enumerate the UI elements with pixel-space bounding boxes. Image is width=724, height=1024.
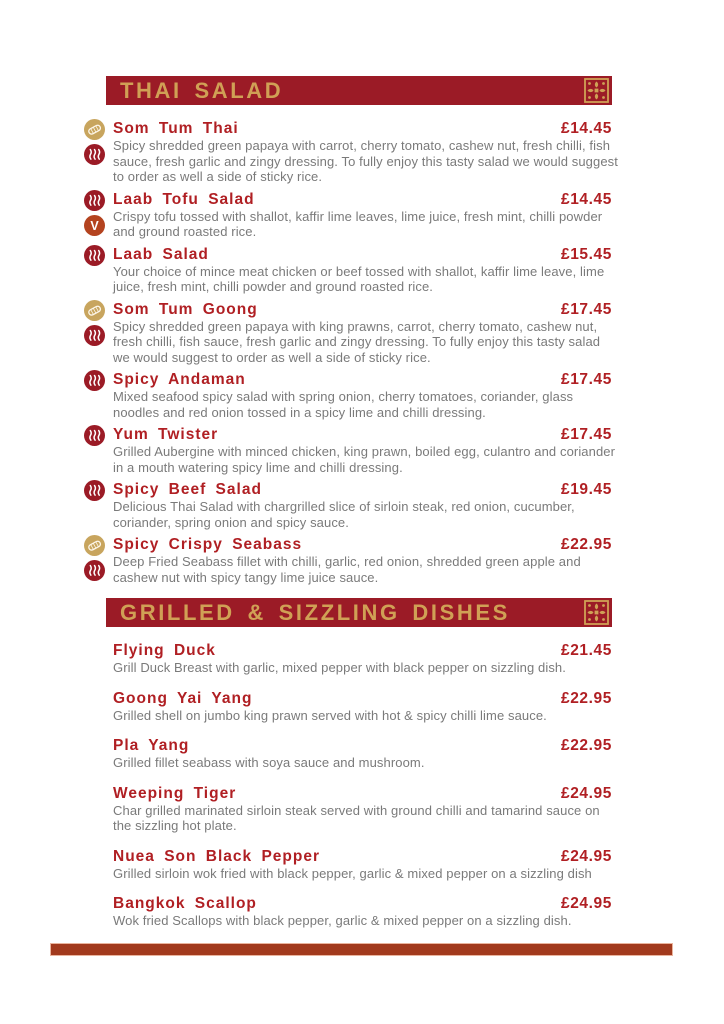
section-title: THAI SALAD — [120, 78, 284, 103]
dish-description: Grilled fillet seabass with soya sauce and mushroom. — [113, 755, 425, 770]
dietary-icons — [84, 425, 105, 446]
chilli-hot-icon — [84, 190, 105, 211]
item-header — [113, 895, 612, 912]
dish-price: £17.45 — [560, 371, 612, 388]
dish-description: Spicy shredded green papaya with king prawns, carrot, cherry tomato, cashew nut, fresh chilli, fish sauce, fresh garlic and zingy dressing. To fully enjoy this tasty salad we would suggest to order as well a side of sticky rice. — [113, 318, 601, 365]
dish-price: £22.95 — [560, 689, 612, 707]
dish-price: £22.95 — [560, 737, 612, 754]
dish-price: £14.45 — [560, 120, 612, 137]
dish-description: Deep Fried Seabass fillet with chilli, garlic, red onion, shredded green apple and cashew nut with spicy tangy lime juice sauce. — [113, 554, 581, 585]
menu-item — [106, 426, 616, 475]
menu-item — [106, 895, 612, 929]
dish-name: Flying Duck — [113, 642, 216, 659]
item-header — [113, 536, 612, 553]
vegetarian-icon — [84, 215, 105, 236]
menu-item — [106, 690, 612, 724]
dish-description: Char grilled marinated sirloin steak served with ground chilli and tamarind sauce on the sizzling hot plate. — [113, 802, 600, 833]
dish-description: Mixed seafood spicy salad with spring onion, cherry tomatoes, coriander, glass noodles and red onion tossed in a spicy lime and chilli dressing. — [113, 389, 574, 420]
dietary-icons — [84, 535, 105, 581]
menu-section — [90, 76, 618, 585]
dish-name: Laab Salad — [113, 245, 209, 263]
dish-description: Your choice of mince meat chicken or beef tossed with shallot, kaffir lime leave, lime juice, fresh mint, chilli powder and ground roasted rice. — [113, 263, 605, 294]
item-header — [113, 191, 612, 208]
section-items — [90, 120, 618, 585]
menu-item — [90, 190, 612, 240]
dish-description: Delicious Thai Salad with chargrilled slice of sirloin steak, red onion, cucumber, coriander, spring onion and spicy sauce. — [113, 499, 575, 530]
dietary-icons — [84, 119, 105, 165]
dietary-icons — [84, 245, 105, 266]
dish-name: Som Tum Thai — [113, 120, 239, 137]
dish-description: Spicy shredded green papaya with carrot, cherry tomato, cashew nut, fresh chilli, fish sauce, fresh garlic and zingy dressing. To fully enjoy this tasty salad we would suggest to order as well a side of sticky rice. — [113, 138, 618, 184]
menu-item — [106, 642, 612, 676]
chilli-hot-icon — [84, 245, 105, 266]
dietary-icons — [84, 190, 105, 236]
nut-icon — [84, 119, 105, 140]
section-title: GRILLED & SIZZLING DISHES — [120, 600, 510, 625]
dish-name: Pla Yang — [113, 737, 190, 754]
dish-description: Wok fried Scallops with black pepper, garlic & mixed pepper on a sizzling dish. — [113, 913, 572, 928]
footer-divider-bar — [50, 943, 673, 956]
section-header-bar — [106, 598, 612, 627]
dietary-icons — [84, 370, 105, 391]
dietary-icons — [84, 480, 105, 501]
dish-name: Spicy Beef Salad — [113, 481, 262, 498]
dish-price: £14.45 — [560, 190, 612, 208]
item-header — [113, 481, 612, 498]
thai-ornament-icon — [584, 600, 609, 625]
dish-description: Grilled Aubergine with minced chicken, king prawn, boiled egg, culantro and coriander in a mouth watering spicy lime and chilli dressing. — [113, 444, 616, 475]
dish-price: £24.95 — [560, 784, 612, 802]
dish-description: Crispy tofu tossed with shallot, kaffir lime leaves, lime juice, fresh mint, chilli powder and ground roasted rice. — [113, 208, 603, 239]
dish-price: £21.45 — [560, 642, 612, 659]
item-header — [113, 120, 612, 137]
dish-description: Grilled sirloin wok fried with black pepper, garlic & mixed pepper on a sizzling dish — [113, 865, 592, 881]
item-header — [113, 642, 612, 659]
menu-item — [106, 120, 618, 185]
menu-section — [106, 598, 612, 929]
item-header — [113, 426, 612, 443]
dish-name: Weeping Tiger — [113, 784, 237, 802]
dish-name: Yum Twister — [113, 426, 219, 443]
dish-name: Nuea Son Black Pepper — [113, 847, 321, 865]
dietary-icons — [84, 300, 105, 346]
dish-description: Grill Duck Breast with garlic, mixed pepper with black pepper on sizzling dish. — [113, 660, 566, 675]
dish-name: Bangkok Scallop — [113, 895, 257, 912]
menu-item — [106, 481, 612, 530]
nut-icon — [84, 535, 105, 556]
menu-item — [106, 737, 612, 771]
dish-name: Som Tum Goong — [113, 300, 258, 318]
dish-price: £24.95 — [560, 895, 612, 912]
item-header — [113, 301, 612, 318]
dish-price: £24.95 — [560, 847, 612, 865]
item-header — [113, 737, 612, 754]
menu-item — [106, 848, 612, 882]
dish-description: Grilled shell on jumbo king prawn served with hot & spicy chilli lime sauce. — [113, 707, 547, 723]
chilli-hot-icon — [84, 425, 105, 446]
menu-item — [106, 536, 612, 585]
dish-name: Laab Tofu Salad — [113, 190, 255, 208]
dish-price: £17.45 — [560, 300, 612, 318]
item-header — [113, 785, 612, 802]
item-header — [113, 246, 612, 263]
dish-price: £17.45 — [560, 426, 612, 443]
menu-page — [90, 76, 618, 943]
nut-icon — [84, 300, 105, 321]
menu-item — [106, 371, 612, 420]
dish-price: £19.45 — [560, 481, 612, 498]
dish-name: Spicy Andaman — [113, 371, 246, 388]
chilli-hot-icon — [84, 370, 105, 391]
section-header-bar — [106, 76, 612, 105]
item-header — [113, 690, 612, 707]
dish-name: Spicy Crispy Seabass — [113, 536, 303, 553]
svg-text:V: V — [90, 218, 99, 233]
chilli-hot-icon — [84, 144, 105, 165]
section-items — [106, 642, 612, 929]
chilli-hot-icon — [84, 325, 105, 346]
dish-price: £22.95 — [560, 536, 612, 553]
item-header — [113, 848, 612, 865]
menu-item — [106, 785, 612, 834]
dish-price: £15.45 — [560, 245, 612, 263]
menu-item — [106, 301, 612, 366]
menu-item — [106, 246, 612, 295]
chilli-hot-icon — [84, 480, 105, 501]
chilli-hot-icon — [84, 560, 105, 581]
thai-ornament-icon — [584, 78, 609, 103]
item-header — [113, 371, 612, 388]
dish-name: Goong Yai Yang — [113, 689, 253, 707]
